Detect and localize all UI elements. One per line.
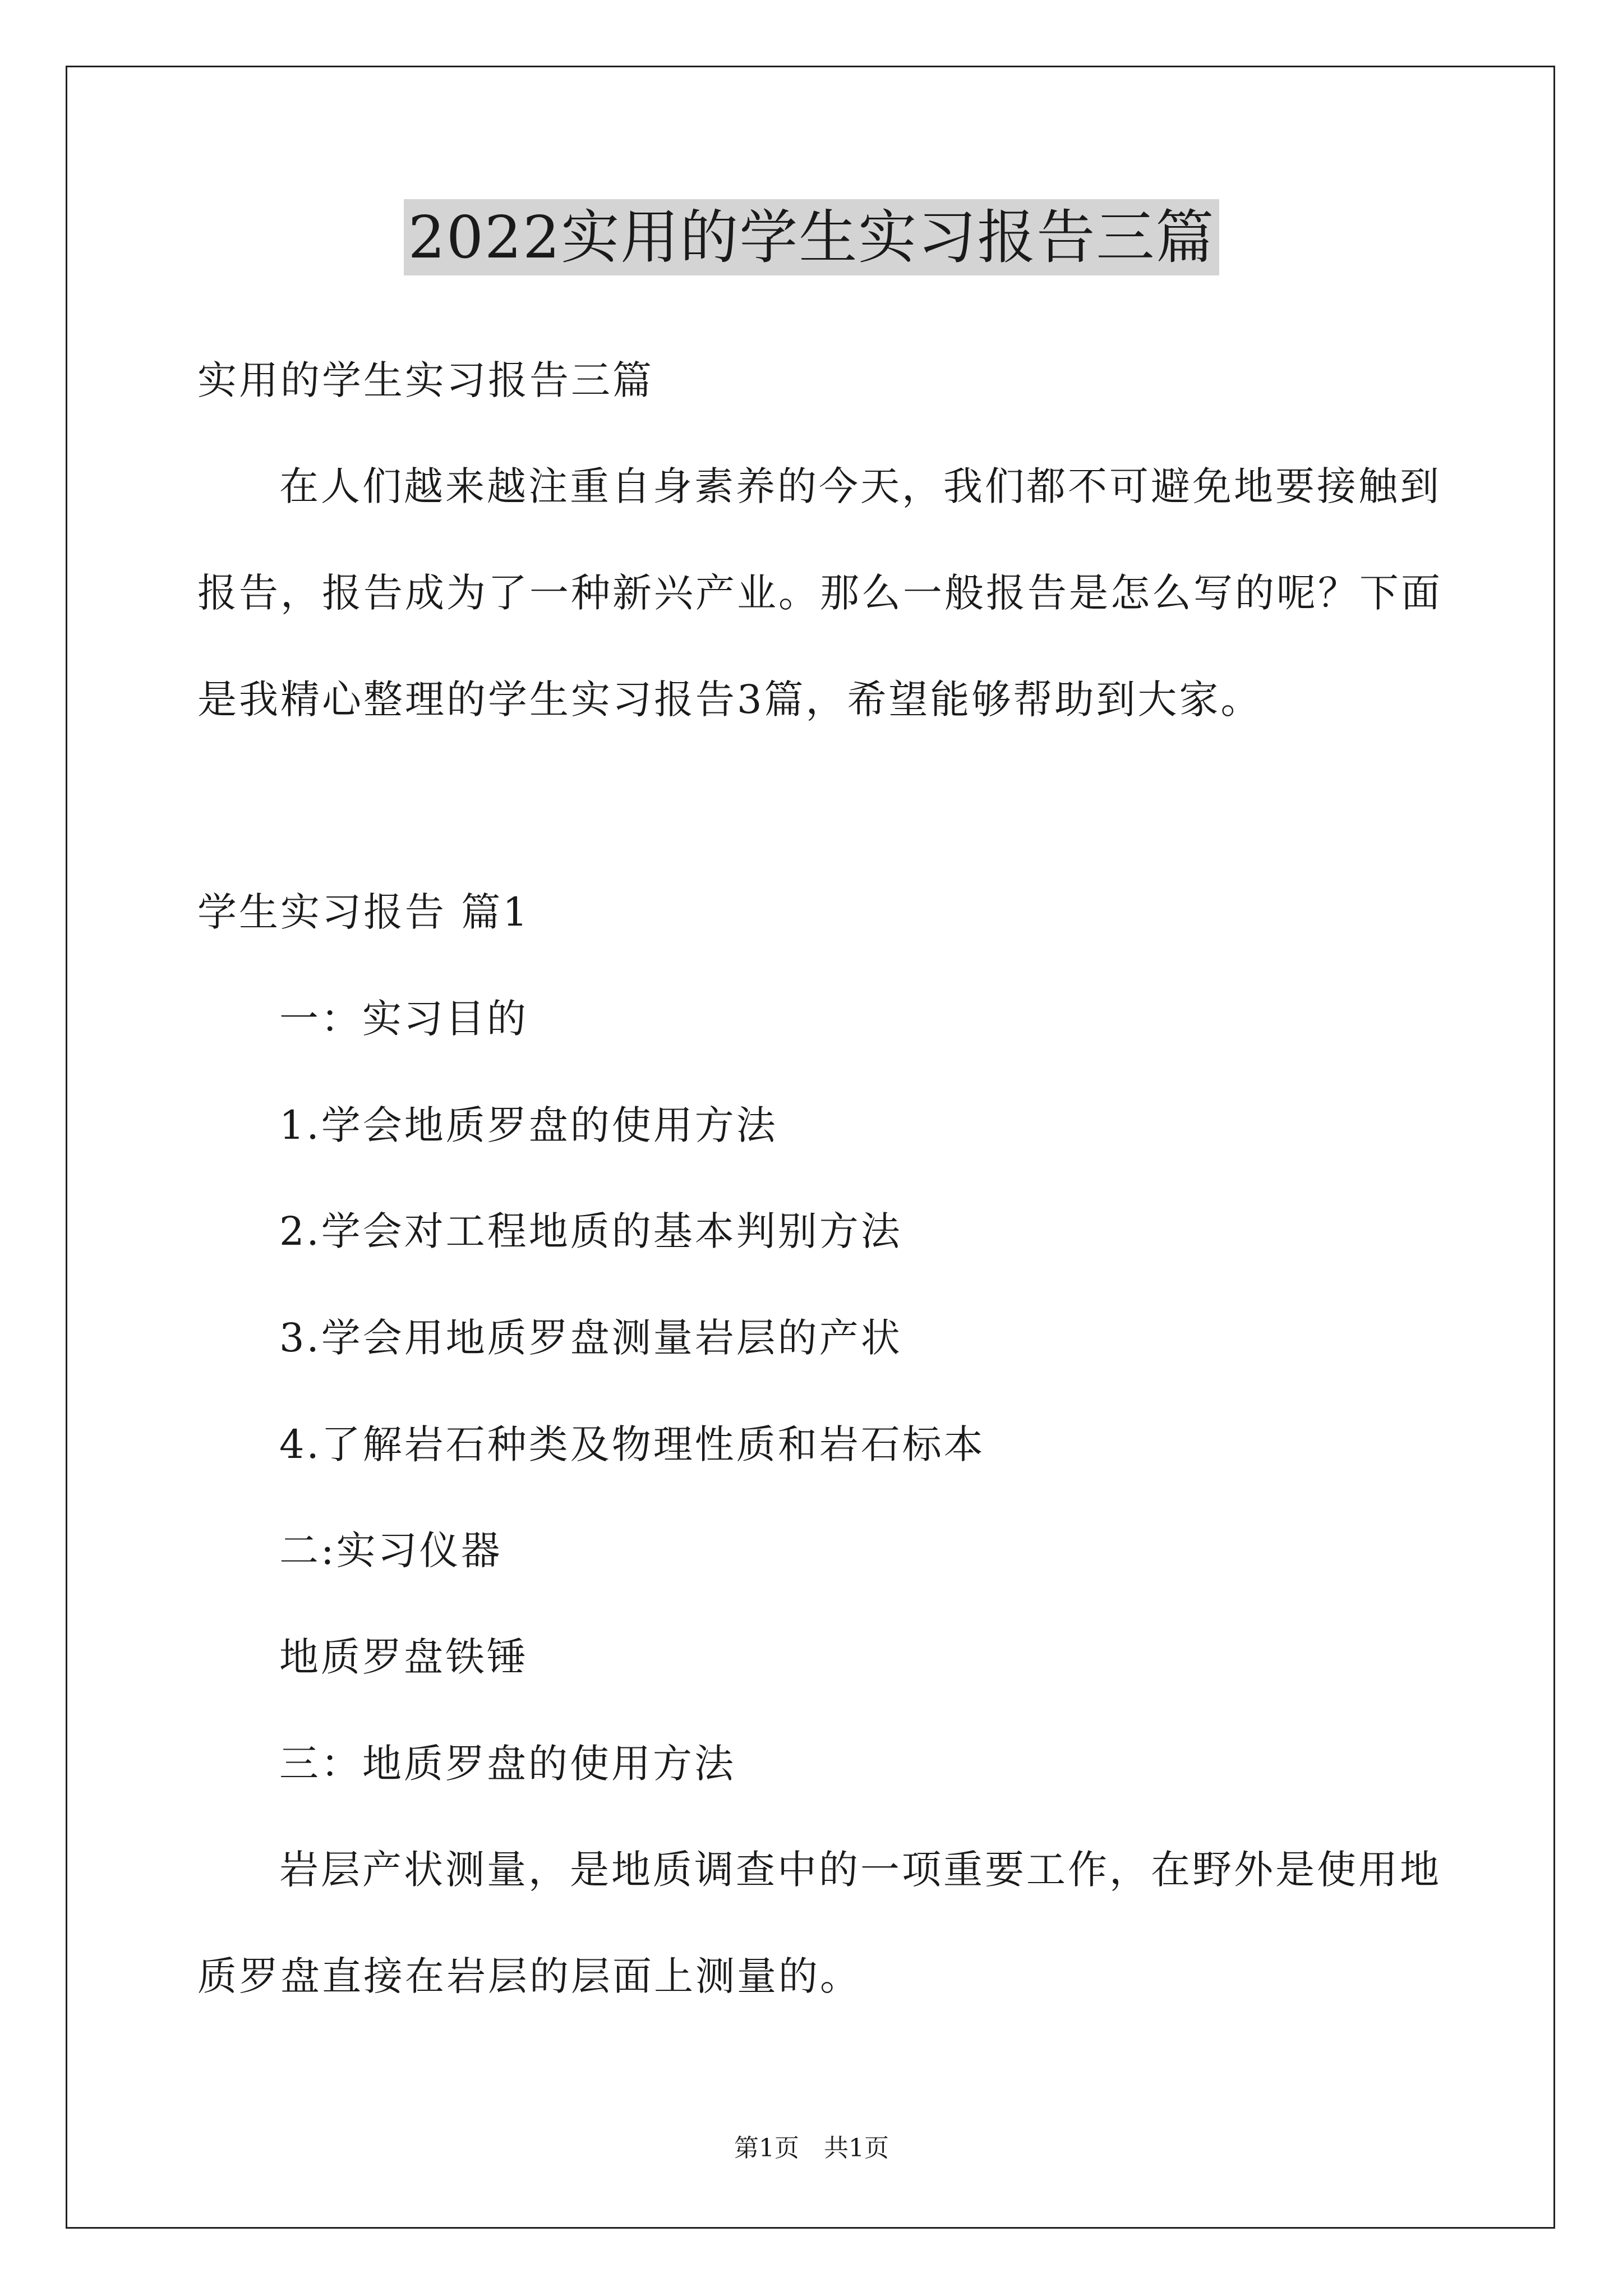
- usage-line-1: 岩层产状测量，是地质调查中的一项重要工作，在野外是使用地: [279, 1847, 1441, 1893]
- heading-purpose: 一：实习目的: [279, 996, 528, 1042]
- intro-line-1: 在人们越来越注重自身素养的今天，我们都不可避免地要接触到: [279, 463, 1441, 509]
- page-number-footer: 第1页 共1页: [734, 2134, 889, 2162]
- heading-usage: 三：地质罗盘的使用方法: [279, 1741, 736, 1787]
- subtitle-line: 实用的学生实习报告三篇: [197, 357, 654, 403]
- title-block: [0, 199, 1623, 275]
- heading-instruments: 二:实习仪器: [279, 1527, 502, 1573]
- purpose-item-1: 1.学会地质罗盘的使用方法: [279, 1102, 778, 1148]
- instruments-text: 地质罗盘铁锤: [279, 1634, 528, 1680]
- section-heading-1: 学生实习报告 篇1: [197, 889, 530, 935]
- purpose-item-4: 4.了解岩石种类及物理性质和岩石标本: [279, 1421, 985, 1467]
- document-title: 2022实用的学生实习报告三篇: [404, 199, 1220, 275]
- usage-line-2: 质罗盘直接在岩层的层面上测量的。: [197, 1953, 861, 1999]
- purpose-item-2: 2.学会对工程地质的基本判别方法: [279, 1208, 902, 1254]
- intro-line-3: 是我精心整理的学生实习报告3篇，希望能够帮助到大家。: [197, 677, 1262, 723]
- purpose-item-3: 3.学会用地质罗盘测量岩层的产状: [279, 1315, 902, 1361]
- intro-line-2: 报告，报告成为了一种新兴产业。那么一般报告是怎么写的呢？下面: [197, 570, 1442, 616]
